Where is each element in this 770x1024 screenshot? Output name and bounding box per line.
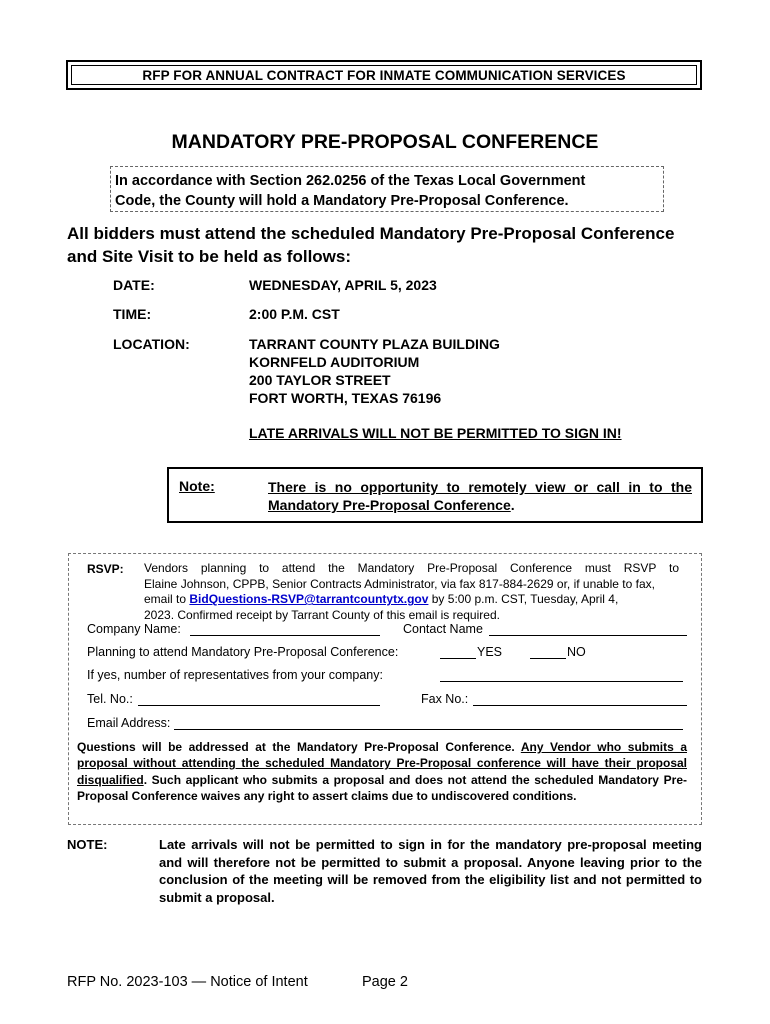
no-field[interactable] (530, 646, 566, 659)
fax-field[interactable] (473, 693, 687, 706)
footer-rfp-number: RFP No. 2023-103 — Notice of Intent (67, 974, 308, 990)
rsvp-line-2: Elaine Johnson, CPPB, Senior Contracts Administrator, via fax 817-884-2629 or, if unable to fax, (144, 576, 655, 591)
rsvp-line-4: 2023. Confirmed receipt by Tarrant County of this email is required. (144, 607, 500, 622)
note-label: Note: (179, 478, 215, 494)
contact-name-field[interactable] (489, 623, 687, 636)
planning-label: Planning to attend Mandatory Pre-Proposal Conference: (87, 645, 399, 659)
intro-box (110, 166, 664, 212)
questions-paragraph (77, 739, 687, 804)
note-2-label: NOTE: (67, 837, 108, 852)
header-box (66, 60, 702, 90)
representatives-label: If yes, number of representatives from your company: (87, 668, 383, 682)
company-name-field[interactable] (190, 623, 380, 636)
page-title: MANDATORY PRE-PROPOSAL CONFERENCE (171, 131, 599, 153)
questions-disqualification: Any Vendor who submits a proposal without attending the scheduled Mandatory Pre-Proposal conference will have their proposal disqualified (77, 740, 687, 787)
note-2-text: Late arrivals will not be permitted to sign in for the mandatory pre-proposal meeting and will therefore not be permitted to submit a proposal. Anyone leaving prior to the conclusion of the meeting will be removed from the eligibility list and not permitted to submit a proposal. (159, 837, 702, 905)
attendance-line-2: and Site Visit to be held as follows: (67, 247, 352, 266)
tel-field[interactable] (138, 693, 380, 706)
date-value: WEDNESDAY, APRIL 5, 2023 (249, 277, 437, 293)
location-line: TARRANT COUNTY PLAZA BUILDING (249, 336, 500, 352)
no-label: NO (567, 645, 586, 659)
footer-page-number: Page 2 (362, 974, 408, 990)
contact-name-label: Contact Name (403, 622, 483, 636)
attendance-statement (67, 222, 717, 268)
location-line: 200 TAYLOR STREET (249, 372, 391, 388)
attendance-line-1: All bidders must attend the scheduled Mandatory Pre-Proposal Conference (67, 224, 675, 243)
location-line: KORNFELD AUDITORIUM (249, 354, 420, 370)
tel-label: Tel. No.: (87, 692, 133, 706)
intro-line-1: In accordance with Section 262.0256 of the Texas Local Government (115, 173, 586, 189)
email-field[interactable] (174, 717, 683, 730)
rsvp-line-1: Vendors planning to attend the Mandatory Pre-Proposal Conference must RSVP to (144, 561, 679, 575)
rsvp-text (144, 561, 679, 623)
yes-label: YES (477, 645, 503, 659)
questions-sentence-3: . Such applicant who submits a proposal and does not attend the scheduled Mandatory Pre-Proposal Conference waives any right to assert claims due to undiscovered conditions. (77, 772, 687, 803)
rsvp-line-3-start: email to (144, 592, 190, 607)
note-line-2-text: Mandatory Pre-Proposal Conference (268, 497, 511, 513)
questions-sentence-1: Questions will be addressed at the Mandatory Pre-Proposal Conference. (77, 740, 521, 754)
time-label: TIME: (113, 306, 152, 322)
late-arrivals-warning: LATE ARRIVALS WILL NOT BE PERMITTED TO SIGN IN! (249, 425, 622, 441)
rsvp-line-3-end: by 5:00 p.m. CST, Tuesday, April 4, (428, 592, 619, 607)
yes-field[interactable] (440, 646, 476, 659)
note-line-2 (268, 496, 692, 514)
rsvp-line-3 (144, 592, 679, 608)
intro-line-2: Code, the County will hold a Mandatory Pre-Proposal Conference. (115, 193, 569, 209)
company-name-label: Company Name: (87, 622, 181, 636)
note-text (268, 478, 692, 514)
note-line-1: There is no opportunity to remotely view or call in to the (268, 479, 692, 495)
rsvp-label: RSVP: (87, 562, 124, 576)
location-value (249, 335, 500, 407)
note-line-2-end: . (510, 497, 515, 513)
header-title: RFP FOR ANNUAL CONTRACT FOR INMATE COMMUNICATION SERVICES (71, 65, 697, 85)
note-box (167, 467, 703, 523)
location-line: FORT WORTH, TEXAS 76196 (249, 390, 442, 406)
location-label: LOCATION: (113, 336, 190, 352)
date-label: DATE: (113, 277, 155, 293)
representatives-field[interactable] (440, 669, 683, 682)
rsvp-email-link[interactable]: BidQuestions-RSVP@tarrantcountytx.gov (189, 592, 429, 607)
time-value: 2:00 P.M. CST (249, 306, 340, 322)
email-label: Email Address: (87, 716, 171, 730)
fax-label: Fax No.: (421, 692, 469, 706)
